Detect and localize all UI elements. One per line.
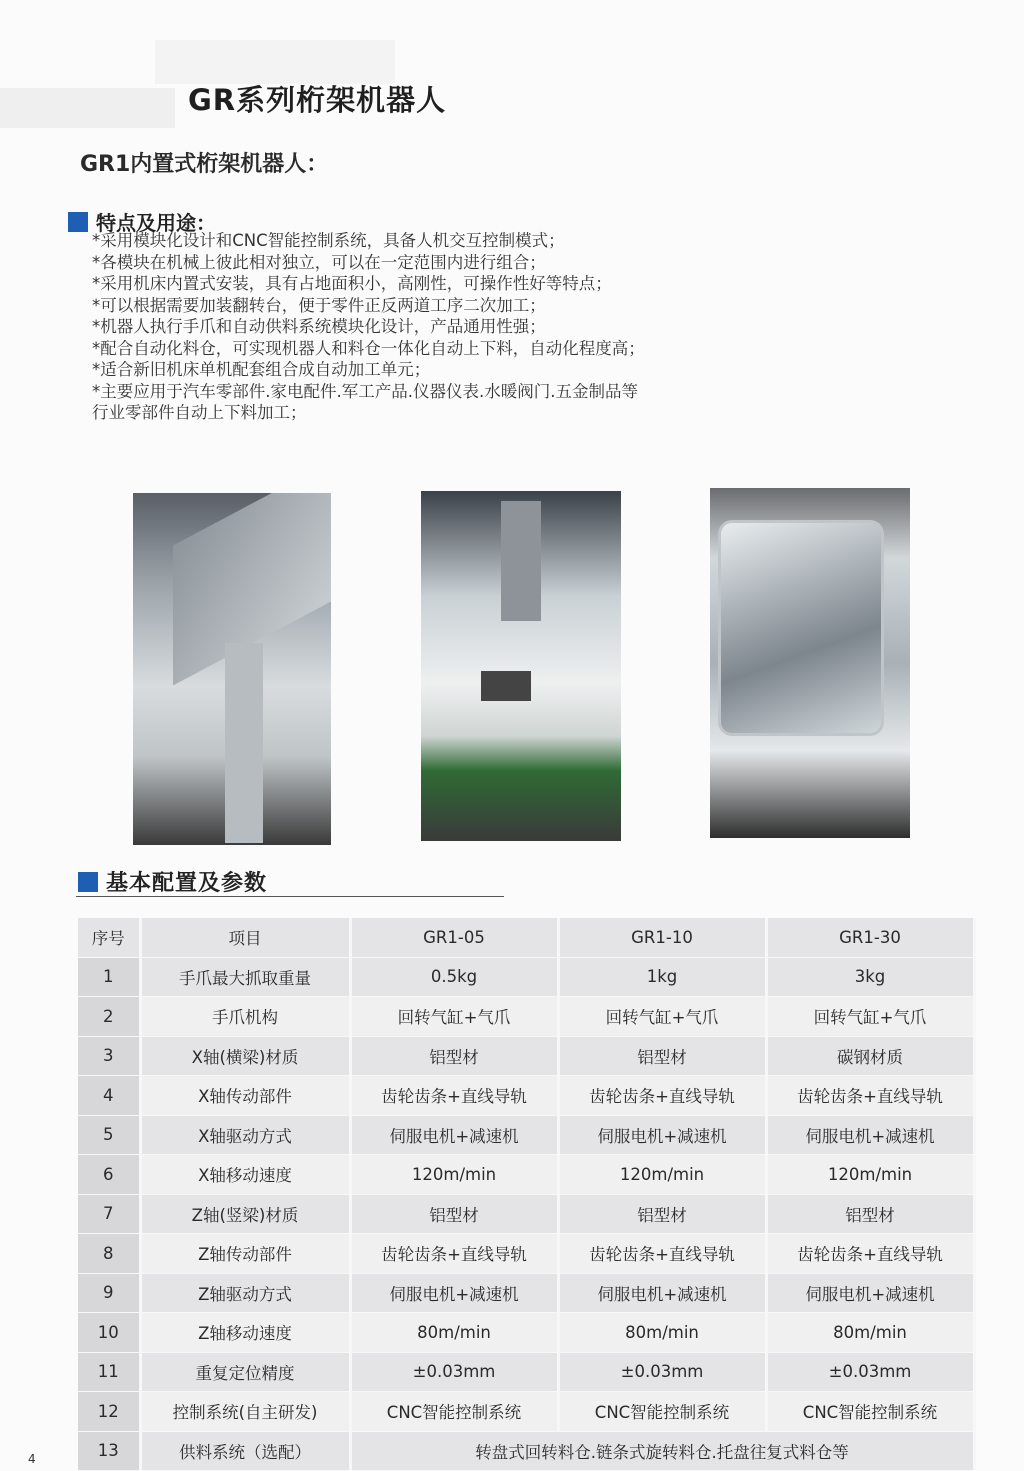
table-cell: X轴驱动方式: [140, 1115, 350, 1155]
table-header-row: [78, 918, 974, 957]
table-cell: 8: [78, 1234, 140, 1274]
table-cell: 转盘式回转料仓.链条式旋转料仓.托盘往复式料仓等: [350, 1431, 974, 1471]
table-row: [78, 1313, 974, 1353]
table-cell: 5: [78, 1115, 140, 1155]
table-cell: ±0.03mm: [558, 1352, 766, 1392]
gantry-robot-photo: [133, 493, 331, 845]
table-cell: 120m/min: [766, 1155, 974, 1195]
page-title: GR系列桁架机器人: [188, 83, 447, 117]
table-cell: X轴移动速度: [140, 1155, 350, 1195]
table-row: [78, 1076, 974, 1116]
table-cell: 手爪最大抓取重量: [140, 957, 350, 997]
table-header-cell: GR1-30: [766, 918, 974, 957]
table-cell: 7: [78, 1194, 140, 1234]
table-cell: 碳钢材质: [766, 1036, 974, 1076]
table-cell: 3kg: [766, 957, 974, 997]
table-row: [78, 1036, 974, 1076]
table-row: [78, 1392, 974, 1432]
table-cell: 3: [78, 1036, 140, 1076]
table-cell: 伺服电机+减速机: [558, 1273, 766, 1313]
table-cell: 齿轮齿条+直线导轨: [558, 1234, 766, 1274]
table-row: [78, 1273, 974, 1313]
table-cell: Z轴传动部件: [140, 1234, 350, 1274]
photo-post: [225, 643, 263, 843]
page-number: 4: [28, 1452, 36, 1466]
table-cell: 铝型材: [558, 1194, 766, 1234]
table-cell: CNC智能控制系统: [350, 1392, 558, 1432]
table-cell: 控制系统(自主研发): [140, 1392, 350, 1432]
table-cell: 1: [78, 957, 140, 997]
table-cell: 齿轮齿条+直线导轨: [766, 1234, 974, 1274]
table-cell: 80m/min: [558, 1313, 766, 1353]
table-cell: Z轴移动速度: [140, 1313, 350, 1353]
params-heading-label: 基本配置及参数: [106, 871, 268, 896]
photo-arm: [501, 501, 541, 621]
features-heading-label: 特点及用途：: [96, 211, 216, 235]
header-band-left: [0, 88, 175, 128]
table-row: [78, 1115, 974, 1155]
table-cell: 10: [78, 1313, 140, 1353]
table-cell: 11: [78, 1352, 140, 1392]
table-cell: 0.5kg: [350, 957, 558, 997]
feature-item: *适合新旧机床单机配套组合成自动加工单元；: [92, 360, 431, 379]
table-header-cell: GR1-10: [558, 918, 766, 957]
table-row: [78, 1194, 974, 1234]
table-row: [78, 1234, 974, 1274]
params-heading: [78, 866, 267, 897]
photo-gripper: [481, 671, 531, 701]
table-cell: 120m/min: [558, 1155, 766, 1195]
table-header-cell: 项目: [140, 918, 350, 957]
table-cell: 120m/min: [350, 1155, 558, 1195]
table-header-cell: GR1-05: [350, 918, 558, 957]
table-cell: 80m/min: [766, 1313, 974, 1353]
params-table: [78, 918, 976, 1471]
table-cell: CNC智能控制系统: [558, 1392, 766, 1432]
table-cell: 伺服电机+减速机: [350, 1273, 558, 1313]
table-cell: Z轴(竖梁)材质: [140, 1194, 350, 1234]
table-row: [78, 957, 974, 997]
table-cell: 齿轮齿条+直线导轨: [766, 1076, 974, 1116]
table-cell: 铝型材: [766, 1194, 974, 1234]
table-cell: 80m/min: [350, 1313, 558, 1353]
table-cell: 齿轮齿条+直线导轨: [350, 1234, 558, 1274]
table-cell: 回转气缸+气爪: [558, 997, 766, 1037]
table-cell: 齿轮齿条+直线导轨: [558, 1076, 766, 1116]
table-cell: 4: [78, 1076, 140, 1116]
table-cell: 回转气缸+气爪: [350, 997, 558, 1037]
table-cell: 伺服电机+减速机: [558, 1115, 766, 1155]
table-cell: 供料系统（选配）: [140, 1431, 350, 1471]
photo-window: [718, 520, 884, 736]
table-cell: 铝型材: [350, 1194, 558, 1234]
feature-item: *主要应用于汽车零部件.家电配件.军工产品.仪器仪表.水暖阀门.五金制品等: [92, 381, 638, 401]
section-square-icon: [68, 212, 88, 232]
robot-gripper-photo: [421, 491, 621, 841]
table-cell: X轴(横梁)材质: [140, 1036, 350, 1076]
feature-item: *各模块在机械上彼此相对独立，可以在一定范围内进行组合；: [92, 252, 546, 272]
table-cell: ±0.03mm: [350, 1352, 558, 1392]
table-row: [78, 997, 974, 1037]
feature-item: *采用机床内置式安装，具有占地面积小，高刚性，可操作性好等特点；: [92, 274, 612, 293]
table-cell: Z轴驱动方式: [140, 1273, 350, 1313]
table-cell: 伺服电机+减速机: [766, 1115, 974, 1155]
table-cell: 齿轮齿条+直线导轨: [350, 1076, 558, 1116]
table-cell: 伺服电机+减速机: [350, 1115, 558, 1155]
table-cell: 重复定位精度: [140, 1352, 350, 1392]
table-cell: 2: [78, 997, 140, 1037]
table-cell: 手爪机构: [140, 997, 350, 1037]
table-row: [78, 1352, 974, 1392]
table-cell: 铝型材: [350, 1036, 558, 1076]
section-square-icon: [78, 872, 98, 892]
feature-item: *采用模块化设计和CNC智能控制系统，具备人机交互控制模式；: [92, 231, 565, 250]
machine-window-photo: [710, 488, 910, 838]
features-list: [92, 230, 792, 424]
table-cell: 9: [78, 1273, 140, 1313]
table-cell: 6: [78, 1155, 140, 1195]
table-row: [78, 1155, 974, 1195]
feature-item: *机器人执行手爪和自动供料系统模块化设计，产品通用性强；: [92, 317, 546, 336]
divider: [76, 896, 504, 897]
feature-item: *可以根据需要加装翻转台，便于零件正反两道工序二次加工；: [92, 295, 546, 315]
table-cell: 铝型材: [558, 1036, 766, 1076]
table-row: [78, 1431, 974, 1471]
table-cell: 伺服电机+减速机: [766, 1273, 974, 1313]
table-cell: X轴传动部件: [140, 1076, 350, 1116]
table-cell: 1kg: [558, 957, 766, 997]
table-header-cell: 序号: [78, 918, 140, 957]
table-cell: ±0.03mm: [766, 1352, 974, 1392]
table-cell: 12: [78, 1392, 140, 1432]
feature-item: 行业零部件自动上下料加工；: [92, 403, 307, 422]
feature-item: *配合自动化料仓，可实现机器人和料仓一体化自动上下料，自动化程度高；: [92, 338, 645, 358]
page-subtitle: GR1内置式桁架机器人：: [80, 152, 329, 177]
table-cell: 回转气缸+气爪: [766, 997, 974, 1037]
table-cell: CNC智能控制系统: [766, 1392, 974, 1432]
table-cell: 13: [78, 1431, 140, 1471]
